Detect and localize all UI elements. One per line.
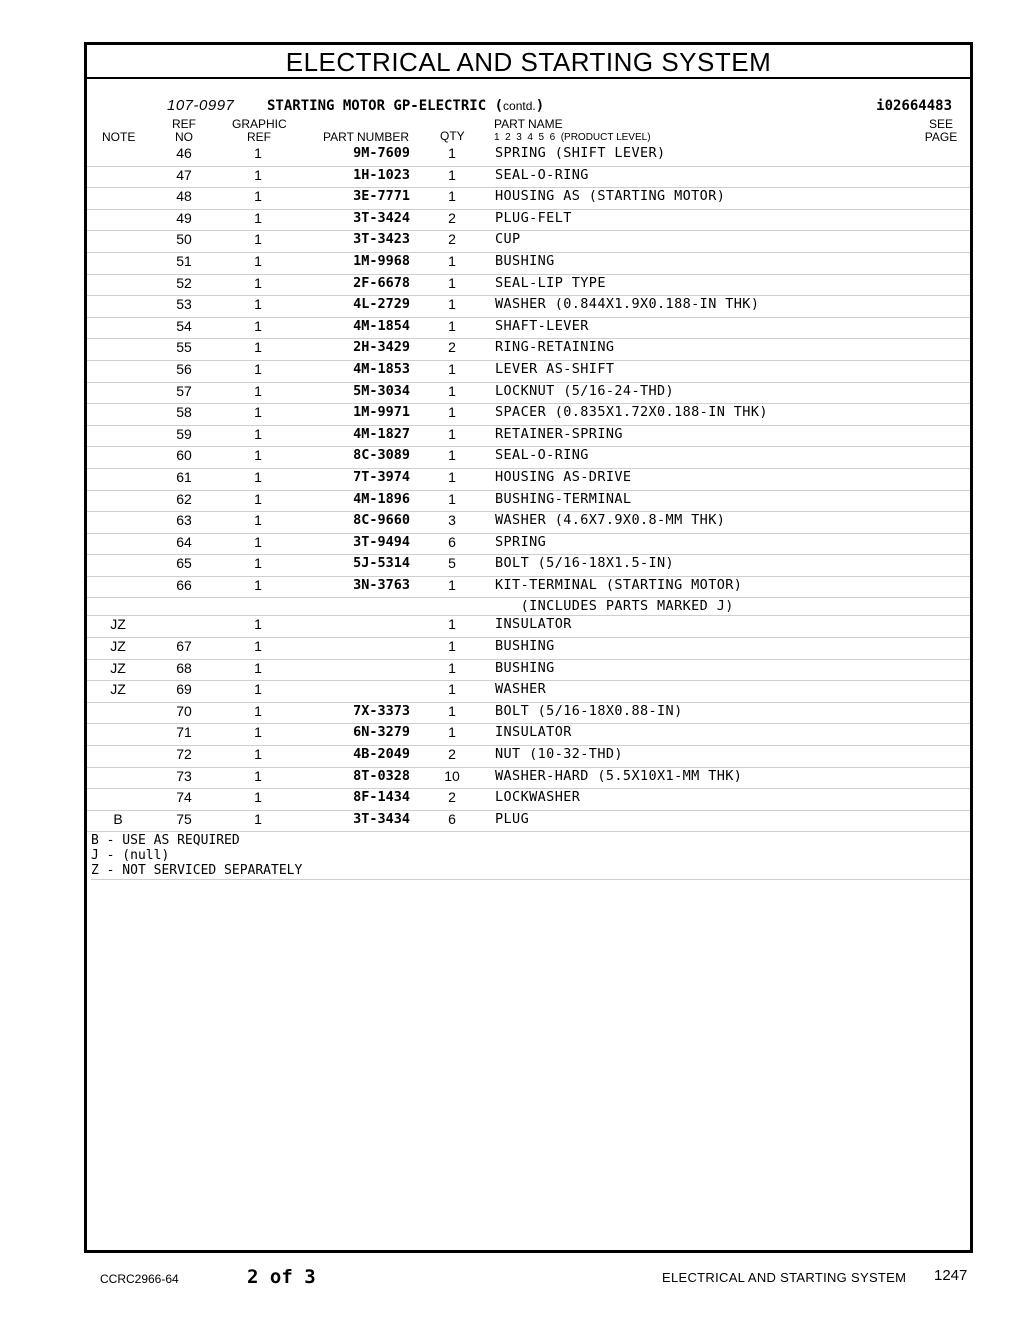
qty-cell: 1 [448,702,456,719]
ref-cell: 68 [176,659,192,676]
part-name-cell: SPRING (SHIFT LEVER) [495,145,666,161]
ref-cell: 50 [176,231,192,248]
qty-cell: 2 [448,209,456,226]
graphic-ref-cell: 1 [254,576,262,593]
part-name-cell: RETAINER-SPRING [495,425,623,442]
part-number-cell: 8T-0328 [353,767,410,784]
ref-cell: 71 [176,724,192,741]
footer-doc-id: CCRC2966-64 [100,1272,179,1286]
part-number-cell: 4M-1854 [353,317,410,334]
part-name-cell: BUSHING-TERMINAL [495,490,632,507]
qty-cell: 1 [448,296,456,313]
part-number-cell: 3T-3434 [353,810,410,827]
ref-cell: 46 [176,145,192,161]
graphic-ref-cell: 1 [254,702,262,719]
part-name-cell: CUP [495,231,521,248]
header-graphic-ref [232,118,286,144]
header-ref-line1: REF [172,117,196,131]
table-row [87,426,970,448]
part-name-cell: BOLT (5/16-18X0.88-IN) [495,702,683,719]
part-name-cell: WASHER (0.844X1.9X0.188-IN THK) [495,296,760,313]
header-ref-line2: NO [175,130,193,144]
ref-cell: 57 [176,382,192,399]
qty-cell: 1 [448,468,456,485]
ref-cell: 63 [176,512,192,529]
ref-cell: 72 [176,746,192,763]
graphic-ref-cell: 1 [254,746,262,763]
part-number-cell: 3E-7771 [353,188,410,205]
ref-cell: 59 [176,425,192,442]
qty-cell: 1 [448,145,456,161]
part-number-cell: 4M-1853 [353,360,410,377]
qty-cell: 1 [448,616,456,633]
table-row [87,383,970,405]
qty-cell: 1 [448,724,456,741]
header-note: NOTE [102,130,136,144]
table-row [87,534,970,556]
part-number-cell: 8C-9660 [353,512,410,529]
note-cell: JZ [110,616,126,633]
ref-cell: 53 [176,296,192,313]
part-number-cell: 1M-9968 [353,252,410,269]
part-number-cell: 4B-2049 [353,746,410,763]
note-cell: JZ [110,681,126,698]
part-name-cell: KIT-TERMINAL (STARTING MOTOR) [495,576,743,593]
table-row [87,253,970,275]
part-number-cell: 3N-3763 [353,576,410,593]
graphic-ref-cell: 1 [254,296,262,313]
header-graphic-ref-line2: REF [247,130,271,144]
part-name-cell: PLUG-FELT [495,209,572,226]
page-frame [84,42,973,1253]
qty-cell: 1 [448,425,456,442]
graphic-ref-cell: 1 [254,659,262,676]
header-part-name [494,118,651,144]
table-row [87,512,970,534]
part-name-cell: SPRING [495,533,547,550]
graphic-ref-cell: 1 [254,252,262,269]
table-row [87,296,970,318]
part-name-cell: RING-RETAINING [495,339,615,356]
table-row [87,491,970,513]
note-line: J - (null) [91,848,170,863]
part-name-cell: BOLT (5/16-18X1.5-IN) [495,555,675,572]
part-number-cell: 9M-7609 [353,145,410,161]
graphic-ref-cell: 1 [254,404,262,421]
part-number-cell: 4M-1827 [353,425,410,442]
table-row [87,404,970,426]
group-name-text: STARTING MOTOR GP-ELECTRIC ( [267,98,504,114]
footer-section: ELECTRICAL AND STARTING SYSTEM [662,1270,907,1285]
graphic-ref-cell: 1 [254,317,262,334]
table-row [87,703,970,725]
graphic-ref-cell: 1 [254,789,262,806]
parts-list [87,145,970,832]
ref-cell: 47 [176,166,192,183]
table-row [87,231,970,253]
ref-cell: 55 [176,339,192,356]
ref-cell: 75 [176,810,192,827]
qty-cell: 5 [448,555,456,572]
note-line: Z - NOT SERVICED SEPARATELY [91,863,303,878]
table-row [87,167,970,189]
graphic-ref-cell: 1 [254,360,262,377]
part-number-cell: 3T-9494 [353,533,410,550]
graphic-ref-cell: 1 [254,810,262,827]
graphic-ref-cell: 1 [254,145,262,161]
graphic-ref-cell: 1 [254,231,262,248]
qty-cell: 1 [448,382,456,399]
header-part-number: PART NUMBER [323,130,410,144]
ref-cell: 74 [176,789,192,806]
table-row [87,789,970,811]
qty-cell: 1 [448,252,456,269]
part-number-cell: 2F-6678 [353,274,410,291]
qty-cell: 1 [448,188,456,205]
ref-cell: 58 [176,404,192,421]
qty-cell: 6 [448,533,456,550]
graphic-ref-cell: 1 [254,681,262,698]
table-row [87,188,970,210]
graphic-ref-cell: 1 [254,512,262,529]
part-number-cell: 3T-3423 [353,231,410,248]
ref-cell: 60 [176,447,192,464]
part-name-cell: WASHER [495,681,547,698]
graphic-ref-cell: 1 [254,209,262,226]
table-row [87,811,970,833]
part-name-cell: LOCKNUT (5/16-24-THD) [495,382,675,399]
part-number-cell: 5M-3034 [353,382,410,399]
part-name-cell: HOUSING AS (STARTING MOTOR) [495,188,726,205]
ref-cell: 54 [176,317,192,334]
part-number-cell: 5J-5314 [353,555,410,572]
part-name-cell: SHAFT-LEVER [495,317,589,334]
ref-cell: 73 [176,767,192,784]
graphic-ref-cell: 1 [254,490,262,507]
table-row [87,660,970,682]
note-cell: JZ [110,638,126,655]
part-number-cell: 6N-3279 [353,724,410,741]
graphic-ref-cell: 1 [254,188,262,205]
qty-cell: 1 [448,360,456,377]
page-title: ELECTRICAL AND STARTING SYSTEM [87,45,970,79]
ref-cell: 61 [176,468,192,485]
notes-legend [91,833,970,880]
group-number: 107-0997 [167,97,235,114]
note-cell: JZ [110,659,126,676]
qty-cell: 1 [448,317,456,334]
part-name-cell: INSULATOR [495,616,572,633]
qty-cell: 2 [448,746,456,763]
header-see-page-line2: PAGE [924,130,958,144]
table-row [87,638,970,660]
ref-cell: 69 [176,681,192,698]
table-row [87,555,970,577]
header-see-page [923,118,959,144]
qty-cell: 3 [448,512,456,529]
group-name-close: ) [535,98,545,114]
graphic-ref-cell: 1 [254,382,262,399]
table-row [87,724,970,746]
part-number-cell: 2H-3429 [353,339,410,356]
table-row [87,768,970,790]
part-number-cell: 1M-9971 [353,404,410,421]
graphic-ref-cell: 1 [254,274,262,291]
graphic-ref-cell: 1 [254,425,262,442]
ref-cell: 66 [176,576,192,593]
table-row [87,469,970,491]
graphic-ref-cell: 1 [254,767,262,784]
table-row [87,145,970,167]
ref-cell: 52 [176,274,192,291]
graphic-ref-cell: 1 [254,724,262,741]
qty-cell: 1 [448,404,456,421]
group-name [267,98,544,114]
header-graphic-ref-line1: GRAPHIC [232,117,287,131]
ref-cell: 62 [176,490,192,507]
part-name-cell: WASHER-HARD (5.5X10X1-MM THK) [495,767,743,784]
table-row [87,616,970,638]
graphic-ref-cell: 1 [254,166,262,183]
graphic-ref-cell: 1 [254,638,262,655]
part-number-cell: 8C-3089 [353,447,410,464]
part-name-cell: (INCLUDES PARTS MARKED J) [495,598,734,615]
qty-cell: 1 [448,576,456,593]
ref-cell: 48 [176,188,192,205]
illustration-id: i02664483 [876,98,952,114]
part-name-cell: BUSHING [495,638,555,655]
ref-cell: 67 [176,638,192,655]
part-name-cell: SEAL-O-RING [495,166,589,183]
part-name-cell: SPACER (0.835X1.72X0.188-IN THK) [495,404,768,421]
qty-cell: 1 [448,166,456,183]
graphic-ref-cell: 1 [254,616,262,633]
qty-cell: 2 [448,339,456,356]
note-cell: B [113,810,123,827]
part-name-cell: WASHER (4.6X7.9X0.8-MM THK) [495,512,726,529]
header-qty: QTY [440,129,465,143]
qty-cell: 10 [444,767,460,784]
part-name-cell: PLUG [495,810,530,827]
ref-cell: 70 [176,702,192,719]
header-part-name-line1: PART NAME [494,117,563,131]
part-name-cell: BUSHING [495,659,555,676]
graphic-ref-cell: 1 [254,555,262,572]
graphic-ref-cell: 1 [254,533,262,550]
part-number-cell: 8F-1434 [353,789,410,806]
part-name-cell: INSULATOR [495,724,572,741]
qty-cell: 1 [448,638,456,655]
graphic-ref-cell: 1 [254,447,262,464]
ref-cell: 49 [176,209,192,226]
part-name-cell: NUT (10-32-THD) [495,746,623,763]
group-contd: contd. [503,99,536,113]
part-name-cell: SEAL-LIP TYPE [495,274,606,291]
part-name-cell: BUSHING [495,252,555,269]
part-number-cell: 3T-3424 [353,209,410,226]
part-number-cell: 4L-2729 [353,296,410,313]
graphic-ref-cell: 1 [254,468,262,485]
header-product-level: 1 2 3 4 5 6 (PRODUCT LEVEL) [494,132,651,143]
table-row [87,361,970,383]
table-row [87,318,970,340]
footer-page-number: 1247 [934,1267,968,1284]
qty-cell: 2 [448,231,456,248]
table-row [87,339,970,361]
header-ref [172,118,196,144]
qty-cell: 1 [448,447,456,464]
table-row [87,447,970,469]
header-see-page-line1: SEE [928,117,953,131]
table-row [87,681,970,703]
part-number-cell: 7T-3974 [353,468,410,485]
ref-cell: 56 [176,360,192,377]
note-line: B - USE AS REQUIRED [91,833,240,848]
part-name-cell: HOUSING AS-DRIVE [495,468,632,485]
part-number-cell: 7X-3373 [353,702,410,719]
table-row [87,577,970,599]
ref-cell: 65 [176,555,192,572]
part-name-cell: LOCKWASHER [495,789,581,806]
qty-cell: 1 [448,274,456,291]
part-number-cell: 1H-1023 [353,166,410,183]
part-number-cell: 4M-1896 [353,490,410,507]
qty-cell: 1 [448,681,456,698]
table-row [87,275,970,297]
qty-cell: 1 [448,490,456,507]
ref-cell: 64 [176,533,192,550]
graphic-ref-cell: 1 [254,339,262,356]
ref-cell: 51 [176,252,192,269]
qty-cell: 6 [448,810,456,827]
table-row [87,746,970,768]
qty-cell: 2 [448,789,456,806]
table-row [87,210,970,232]
footer-page-count: 2 of 3 [247,1266,316,1288]
part-name-cell: LEVER AS-SHIFT [495,360,615,377]
qty-cell: 1 [448,659,456,676]
part-name-cell: SEAL-O-RING [495,447,589,464]
